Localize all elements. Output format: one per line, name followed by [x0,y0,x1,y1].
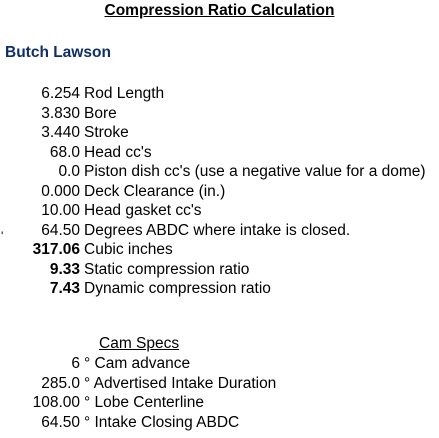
author-name: Butch Lawson [5,44,111,61]
head-gasket-label: Head gasket cc's [84,202,202,219]
cubic-inches-label: Cubic inches [84,241,173,258]
row-bore [0,104,439,124]
cam-specs-list [0,354,439,432]
row-static-ratio [0,260,439,280]
intake-duration-label: ° Advertised Intake Duration [84,374,277,392]
row-intake-closing [0,221,439,241]
static-ratio-value: 9.33 [49,260,80,278]
cam-advance-value[interactable]: 6 [71,355,80,372]
row-cam-advance [0,354,439,374]
cam-advance-label: ° Cam advance [84,355,191,372]
row-deck-clearance [0,182,439,202]
row-intake-closing-abdc [0,413,439,433]
head-cc-value[interactable]: 68.0 [49,143,80,161]
cam-specs-heading: Cam Specs [99,335,180,352]
cubic-inches-value: 317.06 [32,241,80,258]
row-dynamic-ratio [0,279,439,299]
static-ratio-label: Static compression ratio [84,260,250,278]
piston-dish-value[interactable]: 0.0 [58,163,80,180]
deck-clearance-label: Deck Clearance (in.) [84,182,226,200]
piston-dish-label: Piston dish cc's (use a negative value for a dome) [84,163,426,180]
bore-label: Bore [84,104,117,122]
stroke-label: Stroke [84,124,129,141]
deck-clearance-value[interactable]: 0.000 [41,182,80,200]
row-head-gasket [0,201,439,221]
intake-duration-value[interactable]: 285.0 [41,374,80,392]
head-gasket-value[interactable]: 10.00 [41,202,80,219]
intake-closing-abdc-label: ° Intake Closing ABDC [84,413,240,431]
intake-closing-value[interactable]: 64.50 [41,221,80,239]
row-cubic-inches [0,240,439,260]
rod-length-value[interactable]: 6.254 [41,85,80,102]
row-lobe-centerline [0,393,439,413]
stroke-value[interactable]: 3.440 [41,124,80,141]
intake-closing-label: Degrees ABDC where intake is closed. [84,221,351,239]
input-results-list [0,84,439,299]
row-head-cc [0,143,439,163]
rod-length-label: Rod Length [84,85,165,102]
tick-mark: ' [1,229,4,243]
head-cc-label: Head cc's [84,143,152,161]
page-title: Compression Ratio Calculation [104,2,335,19]
row-stroke [0,123,439,143]
row-rod-length [0,84,439,104]
bore-value[interactable]: 3.830 [41,104,80,122]
lobe-centerline-value[interactable]: 108.00 [32,394,80,411]
intake-closing-abdc-value: 64.50 [41,413,80,431]
row-piston-dish [0,162,439,182]
row-intake-duration [0,374,439,394]
lobe-centerline-label: ° Lobe Centerline [84,394,204,411]
dynamic-ratio-value: 7.43 [49,280,80,297]
dynamic-ratio-label: Dynamic compression ratio [84,280,271,297]
